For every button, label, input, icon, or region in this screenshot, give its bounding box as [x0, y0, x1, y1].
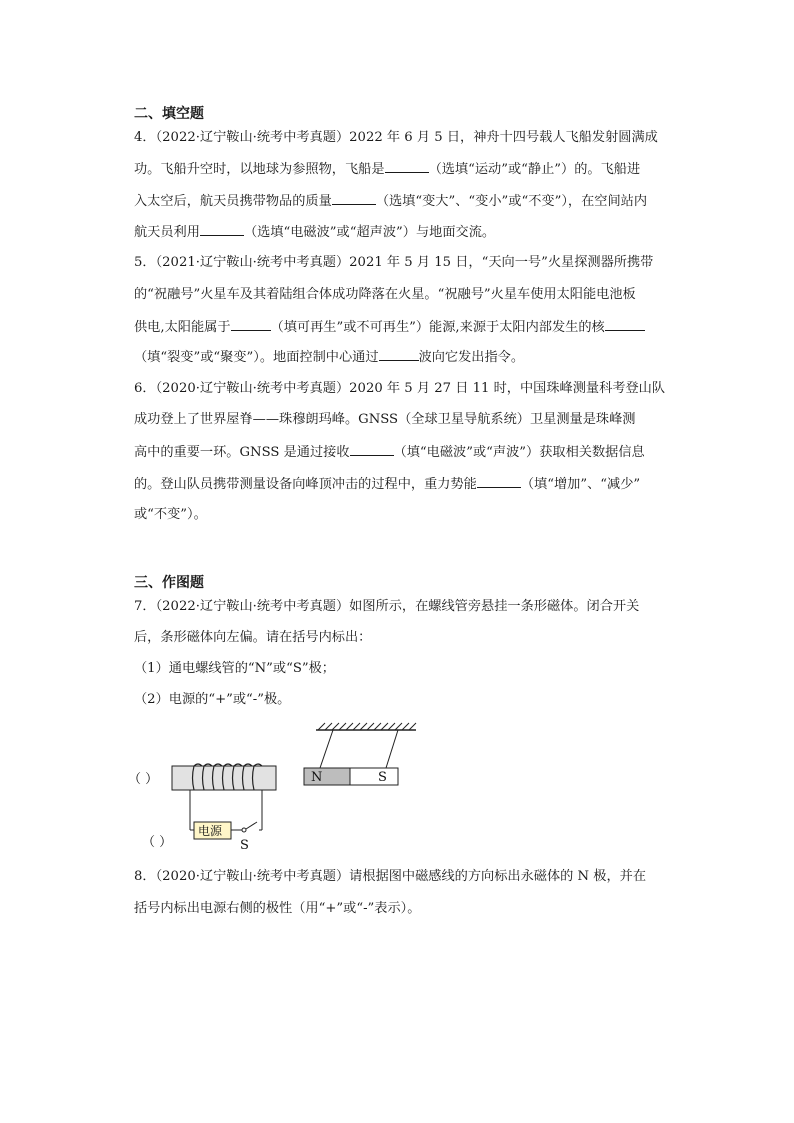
q8-line-2: 括号内标出电源右侧的极性（用“+”或“-”表示）。 — [134, 901, 421, 916]
q4-line-2 — [134, 158, 674, 180]
q5-line-2: 的“祝融号”火星车及其着陆组合体成功降落在火星。“祝融号”火星车使用太阳能电池板 — [134, 287, 636, 302]
q6-text: （填“增加”、“减少” — [520, 477, 641, 492]
magnet-n-label: N — [311, 770, 323, 785]
q6-text: （填“电磁波”或“声波”）获取相关数据信息 — [393, 445, 645, 460]
q4-text: （选填“电磁波”或“超声波”）与地面交流。 — [243, 225, 496, 240]
answer-blank[interactable] — [477, 473, 521, 488]
q4-text: 航天员利用 — [134, 225, 200, 240]
power-pole-bracket[interactable]: （ ） — [142, 835, 173, 850]
q5-line-4 — [134, 346, 674, 368]
section-title-drawing: 三、作图题 — [134, 575, 204, 591]
q4-text: （选填“运动”或“静止”）的。飞船进 — [428, 162, 641, 177]
q6-line-4 — [134, 473, 674, 495]
bar-magnet — [304, 768, 398, 785]
q8-line-1: 8．（2020·辽宁鞍山·统考中考真题）请根据图中磁感线的方向标出永磁体的 N 极，并在 — [134, 869, 647, 884]
q7-figure — [128, 718, 428, 858]
q7-line-1: 7．（2022·辽宁鞍山·统考中考真题）如图所示，在螺线管旁悬挂一条形磁体。闭合开关 — [134, 599, 640, 614]
solenoid-pole-bracket[interactable]: （ ） — [128, 772, 159, 787]
solenoid — [172, 764, 276, 830]
q6-text: 的。登山队员携带测量设备向峰顶冲击的过程中，重力势能 — [134, 477, 477, 492]
switch-label: S — [240, 838, 249, 853]
magnet-s-label: S — [378, 770, 387, 785]
q4-text: 入太空后，航天员携带物品的质量 — [134, 194, 332, 209]
q7-line-4: （2）电源的“+”或“-”极。 — [134, 692, 291, 707]
q5-line-3 — [134, 316, 674, 338]
q6-line-2: 成功登上了世界屋脊——珠穆朗玛峰。GNSS（全球卫星导航系统）卫星测量是珠峰测 — [134, 412, 636, 427]
q5-text: （填可再生”或不可再生”）能源,来源于太阳内部发生的核 — [270, 320, 605, 335]
q6-line-1: 6．（2020·辽宁鞍山·统考中考真题）2020 年 5 月 27 日 11 时，中国珠峰测量科考登山队 — [134, 381, 666, 396]
q6-line-3 — [134, 441, 674, 463]
power-source-label: 电源 — [198, 824, 223, 838]
q4-line-3 — [134, 190, 674, 212]
section-title-fill-in: 二、填空题 — [134, 106, 204, 122]
answer-blank[interactable] — [200, 221, 244, 236]
answer-blank[interactable] — [605, 316, 645, 331]
q7-line-3: （1）通电螺线管的“N”或“S”极； — [134, 661, 335, 676]
q4-line-4 — [134, 221, 674, 243]
answer-blank[interactable] — [350, 441, 394, 456]
q5-text: 波向它发出指令。 — [418, 350, 525, 365]
switch-blade — [246, 822, 257, 829]
answer-blank[interactable] — [332, 190, 376, 205]
q6-line-5: 或“不变”）。 — [134, 507, 207, 522]
q7-line-2: 后，条形磁体向左偏。请在括号内标出： — [134, 630, 372, 645]
q4-line-1: 4．（2022·辽宁鞍山·统考中考真题）2022 年 6 月 5 日，神舟十四号载人飞船发射圆满成 — [134, 130, 658, 145]
string-right — [386, 730, 398, 768]
q5-line-1: 5．（2021·辽宁鞍山·统考中考真题）2021 年 5 月 15 日，“天向一号”火星探测器所携带 — [134, 255, 654, 270]
q6-text: 高中的重要一环。GNSS 是通过接收 — [134, 445, 350, 460]
answer-blank[interactable] — [379, 346, 419, 361]
answer-blank[interactable] — [231, 316, 271, 331]
q4-text: （选填“变大”、“变小”或“不变”），在空间站内 — [375, 194, 648, 209]
ceiling-support — [316, 723, 416, 730]
q4-text: 功。飞船升空时，以地球为参照物，飞船是 — [134, 162, 385, 177]
string-left — [320, 730, 333, 768]
answer-blank[interactable] — [385, 158, 429, 173]
q5-text: （填“裂变”或“聚变”）。地面控制中心通过 — [134, 350, 379, 365]
q5-text: 供电,太阳能属于 — [134, 320, 231, 335]
